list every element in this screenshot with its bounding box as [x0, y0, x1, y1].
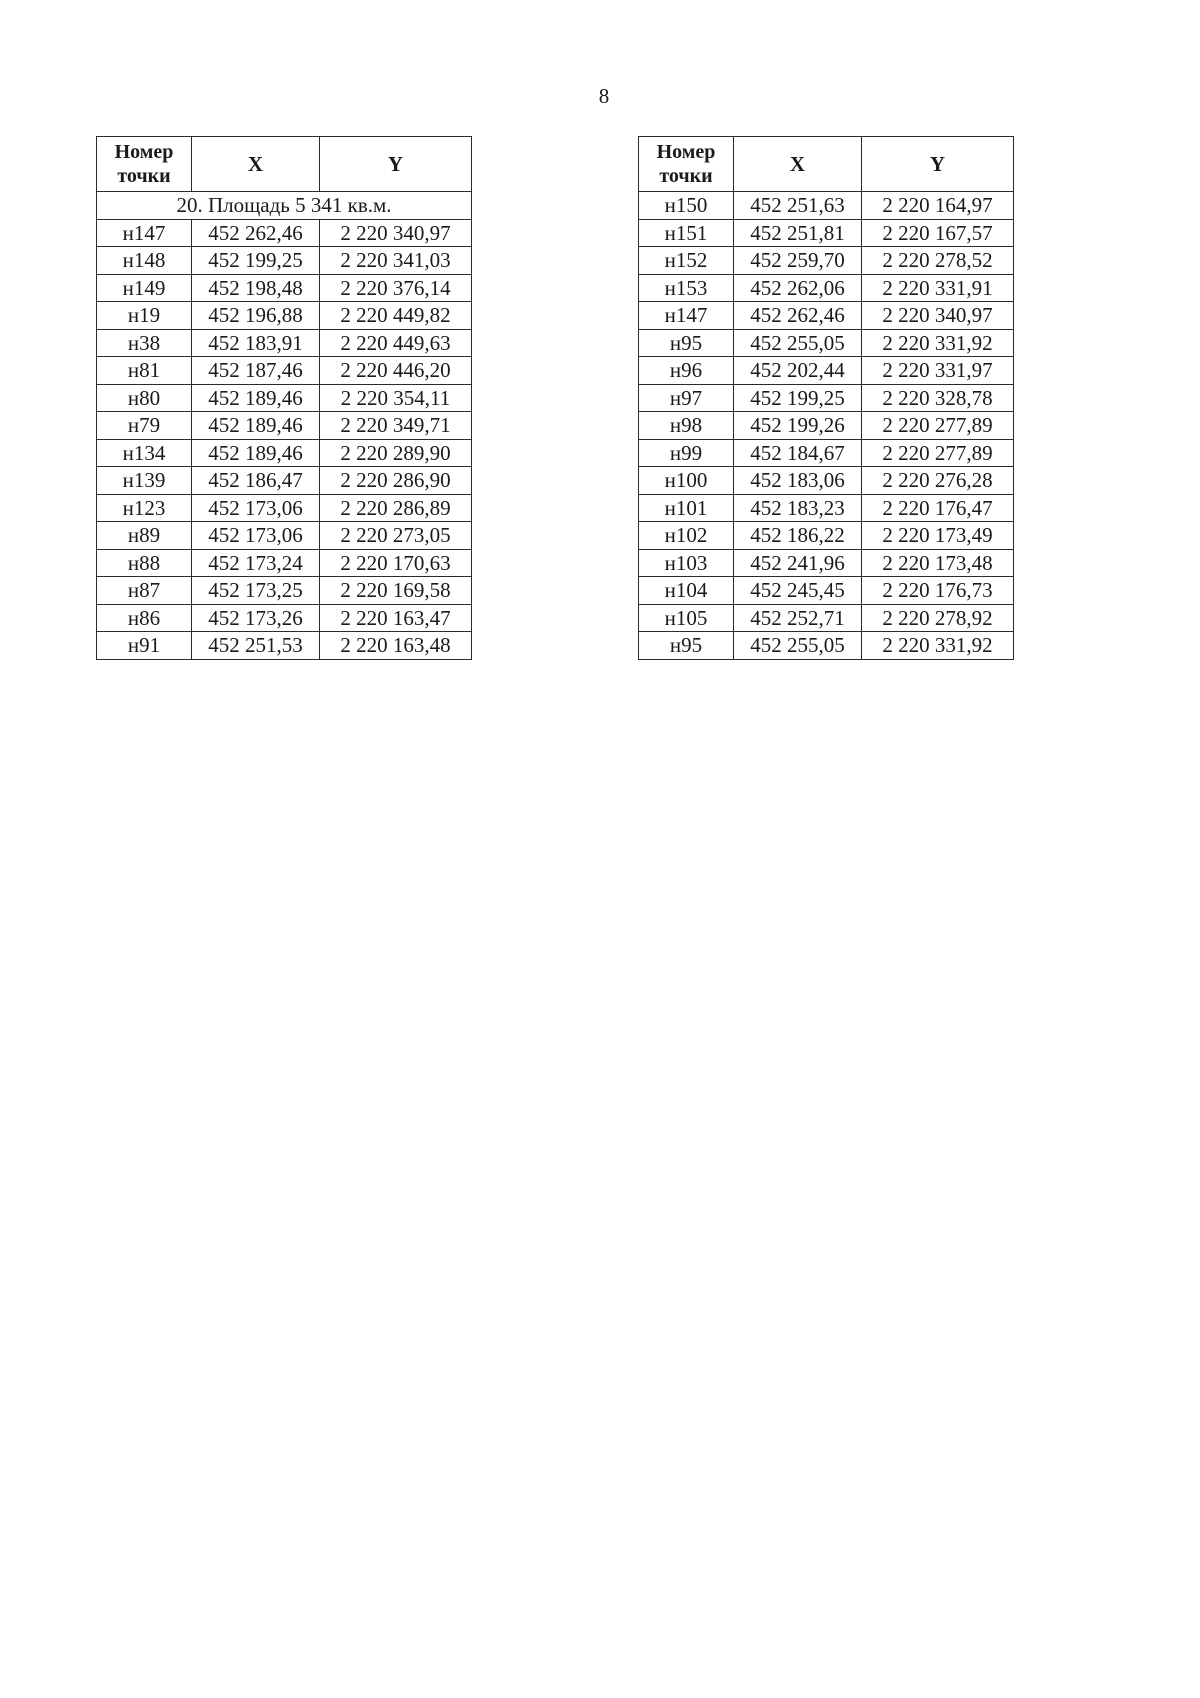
area-caption: 20. Площадь 5 341 кв.м. [97, 192, 472, 220]
cell-point-number: н148 [97, 247, 192, 275]
cell-y: 2 220 176,73 [862, 577, 1014, 605]
cell-y: 2 220 164,97 [862, 192, 1014, 220]
coordinates-table-right [638, 136, 1014, 660]
cell-x: 452 189,46 [192, 439, 320, 467]
table-row [97, 494, 472, 522]
cell-x: 452 187,46 [192, 357, 320, 385]
cell-y: 2 220 340,97 [862, 302, 1014, 330]
cell-y: 2 220 331,91 [862, 274, 1014, 302]
table-row [639, 247, 1014, 275]
cell-y: 2 220 331,97 [862, 357, 1014, 385]
cell-x: 452 245,45 [734, 577, 862, 605]
table-row [639, 549, 1014, 577]
cell-x: 452 184,67 [734, 439, 862, 467]
table-row [639, 384, 1014, 412]
cell-x: 452 173,06 [192, 494, 320, 522]
cell-x: 452 189,46 [192, 384, 320, 412]
cell-y: 2 220 354,11 [320, 384, 472, 412]
cell-y: 2 220 331,92 [862, 632, 1014, 660]
cell-x: 452 183,91 [192, 329, 320, 357]
cell-x: 452 199,25 [192, 247, 320, 275]
cell-x: 452 196,88 [192, 302, 320, 330]
cell-x: 452 173,06 [192, 522, 320, 550]
table-row [639, 302, 1014, 330]
cell-y: 2 220 331,92 [862, 329, 1014, 357]
table-row [97, 357, 472, 385]
header-point-number: Номер точки [639, 137, 734, 192]
table-row [639, 632, 1014, 660]
cell-x: 452 199,26 [734, 412, 862, 440]
table-row [97, 219, 472, 247]
cell-point-number: н97 [639, 384, 734, 412]
cell-x: 452 252,71 [734, 604, 862, 632]
cell-y: 2 220 163,47 [320, 604, 472, 632]
cell-y: 2 220 286,90 [320, 467, 472, 495]
table-header-row [639, 137, 1014, 192]
cell-x: 452 241,96 [734, 549, 862, 577]
cell-point-number: н88 [97, 549, 192, 577]
cell-x: 452 251,81 [734, 219, 862, 247]
cell-point-number: н150 [639, 192, 734, 220]
cell-y: 2 220 276,28 [862, 467, 1014, 495]
table-row [639, 274, 1014, 302]
cell-y: 2 220 278,92 [862, 604, 1014, 632]
cell-point-number: н105 [639, 604, 734, 632]
coordinates-table-left [96, 136, 472, 660]
cell-point-number: н134 [97, 439, 192, 467]
cell-x: 452 173,25 [192, 577, 320, 605]
table-row [97, 384, 472, 412]
header-y: Y [320, 137, 472, 192]
cell-y: 2 220 340,97 [320, 219, 472, 247]
table-row [97, 247, 472, 275]
cell-x: 452 173,24 [192, 549, 320, 577]
table-row [639, 522, 1014, 550]
cell-x: 452 186,22 [734, 522, 862, 550]
cell-point-number: н147 [97, 219, 192, 247]
cell-x: 452 189,46 [192, 412, 320, 440]
cell-point-number: н98 [639, 412, 734, 440]
header-x: X [192, 137, 320, 192]
cell-point-number: н80 [97, 384, 192, 412]
cell-y: 2 220 173,48 [862, 549, 1014, 577]
cell-point-number: н19 [97, 302, 192, 330]
page-number: 8 [598, 84, 610, 108]
cell-x: 452 255,05 [734, 329, 862, 357]
cell-x: 452 186,47 [192, 467, 320, 495]
cell-y: 2 220 286,89 [320, 494, 472, 522]
cell-point-number: н102 [639, 522, 734, 550]
cell-point-number: н100 [639, 467, 734, 495]
cell-y: 2 220 289,90 [320, 439, 472, 467]
cell-x: 452 262,06 [734, 274, 862, 302]
area-caption-row [97, 192, 472, 220]
cell-x: 452 262,46 [734, 302, 862, 330]
cell-point-number: н79 [97, 412, 192, 440]
cell-y: 2 220 173,49 [862, 522, 1014, 550]
cell-y: 2 220 449,82 [320, 302, 472, 330]
table-row [639, 494, 1014, 522]
table-row [97, 632, 472, 660]
table-row [639, 357, 1014, 385]
table-row [639, 219, 1014, 247]
table-row [97, 549, 472, 577]
table-row [97, 604, 472, 632]
header-y: Y [862, 137, 1014, 192]
cell-x: 452 183,06 [734, 467, 862, 495]
cell-x: 452 199,25 [734, 384, 862, 412]
cell-point-number: н96 [639, 357, 734, 385]
table-row [97, 467, 472, 495]
cell-point-number: н153 [639, 274, 734, 302]
table-row [97, 412, 472, 440]
cell-y: 2 220 277,89 [862, 439, 1014, 467]
cell-y: 2 220 273,05 [320, 522, 472, 550]
table-row [97, 329, 472, 357]
cell-y: 2 220 163,48 [320, 632, 472, 660]
table-row [97, 522, 472, 550]
header-point-number: Номер точки [97, 137, 192, 192]
cell-y: 2 220 376,14 [320, 274, 472, 302]
cell-y: 2 220 278,52 [862, 247, 1014, 275]
cell-point-number: н95 [639, 329, 734, 357]
table-row [639, 577, 1014, 605]
cell-point-number: н87 [97, 577, 192, 605]
cell-point-number: н149 [97, 274, 192, 302]
cell-point-number: н152 [639, 247, 734, 275]
cell-x: 452 183,23 [734, 494, 862, 522]
cell-x: 452 173,26 [192, 604, 320, 632]
cell-point-number: н99 [639, 439, 734, 467]
cell-y: 2 220 446,20 [320, 357, 472, 385]
cell-point-number: н81 [97, 357, 192, 385]
cell-y: 2 220 167,57 [862, 219, 1014, 247]
table-row [639, 604, 1014, 632]
table-row [97, 439, 472, 467]
cell-point-number: н104 [639, 577, 734, 605]
table-row [639, 192, 1014, 220]
cell-y: 2 220 277,89 [862, 412, 1014, 440]
cell-point-number: н89 [97, 522, 192, 550]
table-row [639, 439, 1014, 467]
cell-point-number: н95 [639, 632, 734, 660]
cell-y: 2 220 176,47 [862, 494, 1014, 522]
cell-point-number: н86 [97, 604, 192, 632]
table-row [639, 412, 1014, 440]
cell-x: 452 251,63 [734, 192, 862, 220]
table-header-row [97, 137, 472, 192]
cell-y: 2 220 170,63 [320, 549, 472, 577]
cell-x: 452 202,44 [734, 357, 862, 385]
cell-x: 452 255,05 [734, 632, 862, 660]
table-row [97, 274, 472, 302]
cell-y: 2 220 169,58 [320, 577, 472, 605]
cell-point-number: н147 [639, 302, 734, 330]
cell-y: 2 220 449,63 [320, 329, 472, 357]
cell-point-number: н38 [97, 329, 192, 357]
header-x: X [734, 137, 862, 192]
table-row [97, 302, 472, 330]
cell-point-number: н123 [97, 494, 192, 522]
cell-point-number: н103 [639, 549, 734, 577]
table-row [639, 467, 1014, 495]
table-row [97, 577, 472, 605]
cell-x: 452 262,46 [192, 219, 320, 247]
cell-x: 452 198,48 [192, 274, 320, 302]
cell-point-number: н139 [97, 467, 192, 495]
cell-y: 2 220 349,71 [320, 412, 472, 440]
cell-point-number: н101 [639, 494, 734, 522]
table-row [639, 329, 1014, 357]
cell-x: 452 251,53 [192, 632, 320, 660]
cell-point-number: н91 [97, 632, 192, 660]
cell-y: 2 220 341,03 [320, 247, 472, 275]
cell-y: 2 220 328,78 [862, 384, 1014, 412]
cell-x: 452 259,70 [734, 247, 862, 275]
cell-point-number: н151 [639, 219, 734, 247]
